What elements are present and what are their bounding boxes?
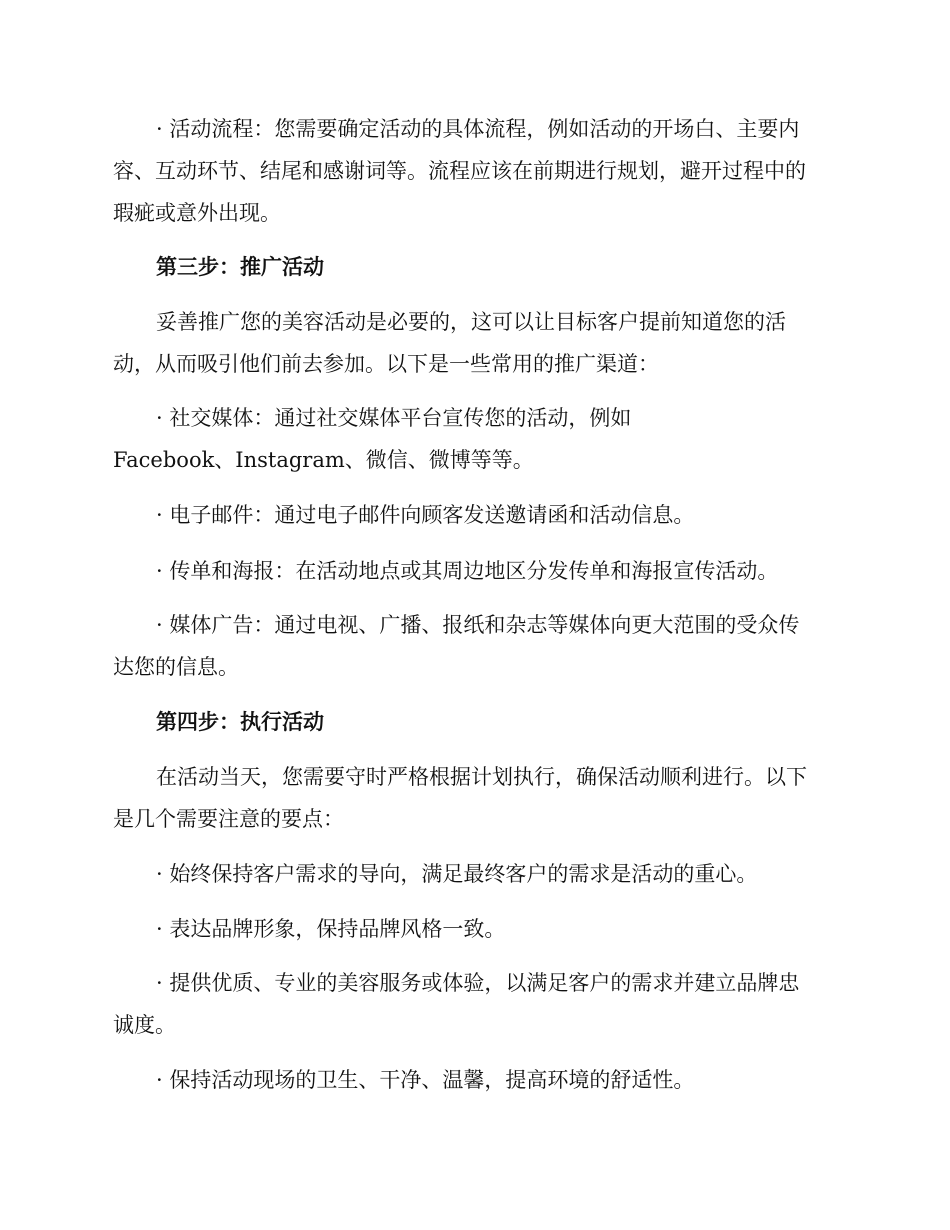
paragraph-venue-hygiene bbox=[113, 1059, 833, 1101]
paragraph-line: 容、互动环节、结尾和感谢词等。流程应该在前期进行规划，避开过程中的 bbox=[113, 159, 806, 183]
paragraph-line: · 表达品牌形象，保持品牌风格一致。 bbox=[156, 917, 506, 941]
paragraph-social-media bbox=[113, 397, 833, 481]
paragraph-line: 是几个需要注意的要点： bbox=[113, 807, 344, 831]
paragraph-line: · 始终保持客户需求的导向，满足最终客户的需求是活动的重心。 bbox=[156, 862, 758, 886]
paragraph-line: · 社交媒体：通过社交媒体平台宣传您的活动，例如 bbox=[156, 406, 632, 430]
heading-step-four: 第四步：执行活动 bbox=[156, 710, 324, 734]
heading-step-three: 第三步：推广活动 bbox=[156, 255, 324, 279]
paragraph-promotion-intro bbox=[113, 301, 833, 385]
paragraph-line: 瑕疵或意外出现。 bbox=[113, 201, 281, 225]
paragraph-line: · 活动流程：您需要确定活动的具体流程，例如活动的开场白、主要内 bbox=[156, 117, 800, 141]
paragraph-quality-service bbox=[113, 962, 833, 1046]
paragraph-line: 动，从而吸引他们前去参加。以下是一些常用的推广渠道： bbox=[113, 352, 659, 376]
paragraph-line: 诚度。 bbox=[113, 1013, 176, 1037]
paragraph-line: 在活动当天，您需要守时严格根据计划执行，确保活动顺利进行。以下 bbox=[156, 765, 807, 789]
paragraph-line: · 传单和海报：在活动地点或其周边地区分发传单和海报宣传活动。 bbox=[156, 559, 779, 583]
paragraph-line: 妥善推广您的美容活动是必要的，这可以让目标客户提前知道您的活 bbox=[156, 310, 786, 334]
paragraph-brand-image bbox=[113, 908, 833, 950]
paragraph-line: · 提供优质、专业的美容服务或体验，以满足客户的需求并建立品牌忠 bbox=[156, 971, 800, 995]
paragraph-line: · 保持活动现场的卫生、干净、温馨，提高环境的舒适性。 bbox=[156, 1068, 695, 1092]
paragraph-line: 达您的信息。 bbox=[113, 655, 239, 679]
paragraph-line: Facebook、Instagram、微信、微博等等。 bbox=[113, 448, 534, 472]
paragraph-line: · 电子邮件：通过电子邮件向顾客发送邀请函和活动信息。 bbox=[156, 503, 695, 527]
paragraph-email bbox=[113, 494, 833, 536]
paragraph-media-ads bbox=[113, 604, 833, 688]
paragraph-execution-intro bbox=[113, 756, 833, 840]
paragraph-line: · 媒体广告：通过电视、广播、报纸和杂志等媒体向更大范围的受众传 bbox=[156, 613, 800, 637]
paragraph-flyers-posters bbox=[113, 550, 833, 592]
paragraph-customer-needs bbox=[113, 853, 833, 895]
paragraph-activity-flow bbox=[113, 108, 833, 234]
